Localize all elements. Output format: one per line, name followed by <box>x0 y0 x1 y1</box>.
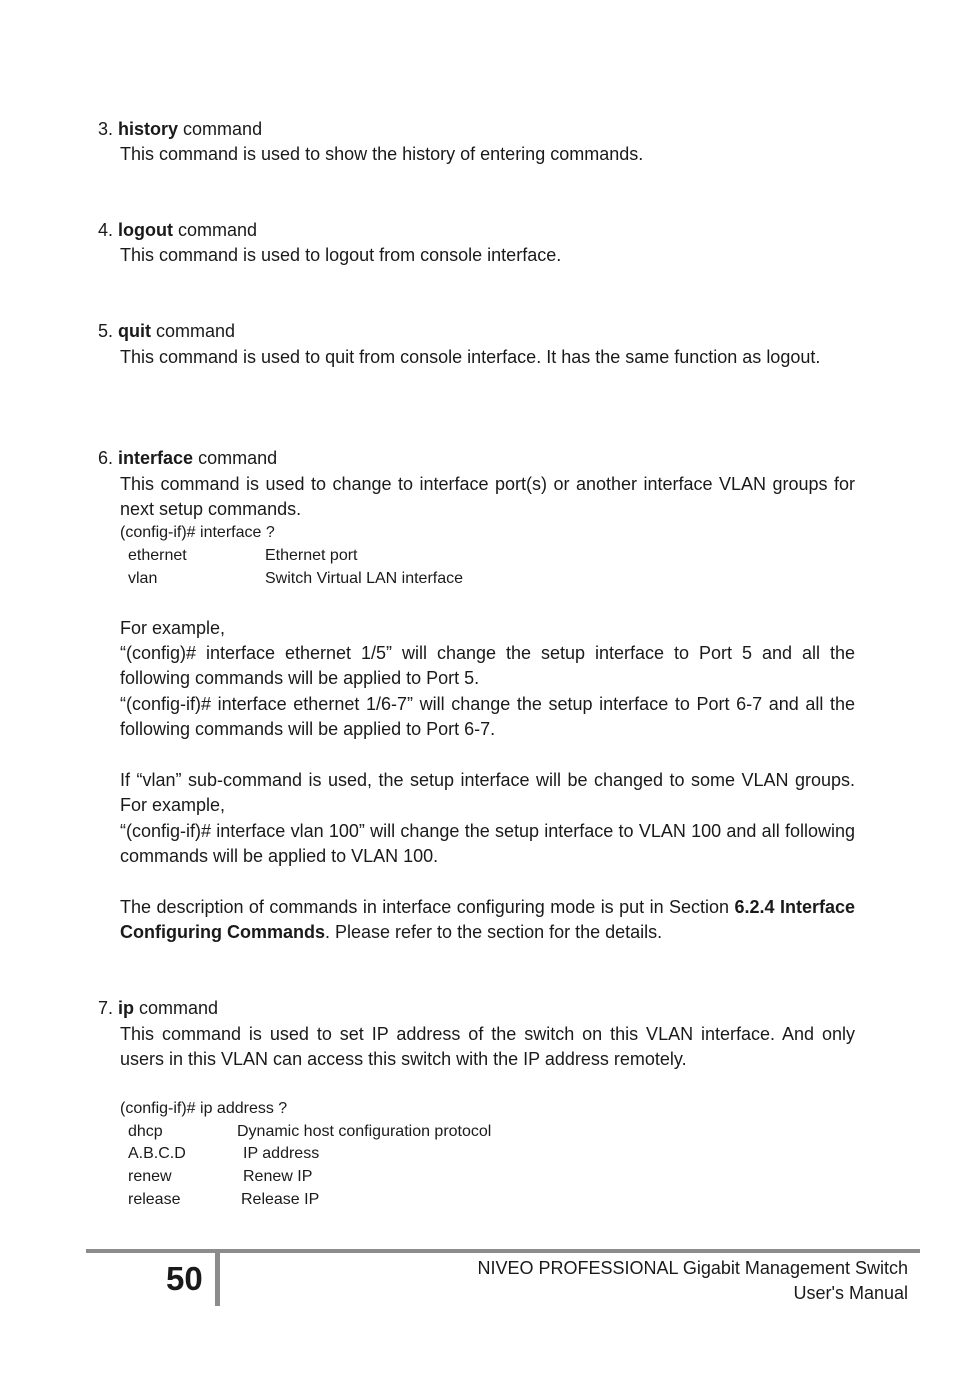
example-ethernet-1: “(config)# interface ethernet 1/5” will change the setup interface to Port 5 and all the following commands will be applied to Port 5. <box>120 643 855 689</box>
reference-text: . Please refer to the section for the details. <box>325 922 663 943</box>
page-number: 50 <box>166 1260 203 1297</box>
command-keyword: interface <box>118 448 194 468</box>
option-description: IP address <box>243 1145 320 1162</box>
footer-vertical-bar <box>215 1253 220 1306</box>
command-suffix: command <box>193 448 278 468</box>
section-number: 4. <box>98 220 114 240</box>
section-7-title <box>98 996 218 1020</box>
section-6-description: This command is used to change to interface port(s) or another interface VLAN groups for next setup commands. <box>120 474 855 520</box>
reference-text: The description of commands in interface configuring mode is put in Section <box>120 897 735 917</box>
command-keyword: quit <box>118 321 152 341</box>
option-name: renew <box>128 1168 172 1185</box>
example-ethernet-2: “(config-if)# interface ethernet 1/6-7” will change the setup interface to Port 6-7 and all the following commands will be applied to Port 6-7. <box>120 694 855 740</box>
section-7-description: This command is used to set IP address of the switch on this VLAN interface. And only users in this VLAN can access this switch with the IP address remotely. <box>120 1024 855 1070</box>
section-6-title <box>98 446 277 470</box>
interface-prompt: (config-if)# interface ? <box>120 524 275 541</box>
section-4-description: This command is used to logout from console interface. <box>120 245 562 265</box>
section-4-title <box>98 218 257 242</box>
vlan-example: “(config-if)# interface vlan 100” will change the setup interface to VLAN 100 and all following commands will be applied to VLAN 100. <box>120 821 855 867</box>
section-number: 3. <box>98 119 114 139</box>
option-name: dhcp <box>128 1123 163 1140</box>
option-description: Renew IP <box>243 1168 313 1185</box>
footer-product-name: NIVEO PROFESSIONAL Gigabit Management Switch <box>477 1258 908 1278</box>
command-suffix: command <box>151 321 236 341</box>
footer-document-type: User's Manual <box>793 1283 908 1303</box>
example-intro: For example, <box>120 618 226 638</box>
ip-prompt: (config-if)# ip address ? <box>120 1100 288 1117</box>
footer-title <box>478 1256 909 1306</box>
footer-divider <box>86 1249 920 1253</box>
vlan-subcommand-text: If “vlan” sub-command is used, the setup interface will be changed to some VLAN groups. For example, <box>120 770 855 816</box>
option-name: ethernet <box>128 547 187 564</box>
option-description: Ethernet port <box>265 547 358 564</box>
option-description: Switch Virtual LAN interface <box>265 570 464 587</box>
option-name: vlan <box>128 570 158 587</box>
option-description: Dynamic host configuration protocol <box>237 1123 492 1140</box>
section-5-description: This command is used to quit from console interface. It has the same function as logout. <box>120 347 821 367</box>
section-number: 6. <box>98 448 114 468</box>
section-number: 7. <box>98 998 114 1018</box>
command-suffix: command <box>178 119 263 139</box>
option-name: release <box>128 1191 181 1208</box>
command-suffix: command <box>173 220 258 240</box>
interface-section-reference <box>120 895 855 946</box>
command-suffix: command <box>134 998 219 1018</box>
section-number: 5. <box>98 321 114 341</box>
section-5-title <box>98 319 235 343</box>
option-description: Release IP <box>241 1191 320 1208</box>
section-3-title <box>98 117 262 141</box>
command-keyword: ip <box>118 998 135 1018</box>
option-name: A.B.C.D <box>128 1145 186 1162</box>
section-reference-link: 6.2.4 Interface Configuring Commands <box>120 897 855 943</box>
section-3-description: This command is used to show the history of entering commands. <box>120 144 644 164</box>
command-keyword: logout <box>118 220 174 240</box>
command-keyword: history <box>118 119 179 139</box>
